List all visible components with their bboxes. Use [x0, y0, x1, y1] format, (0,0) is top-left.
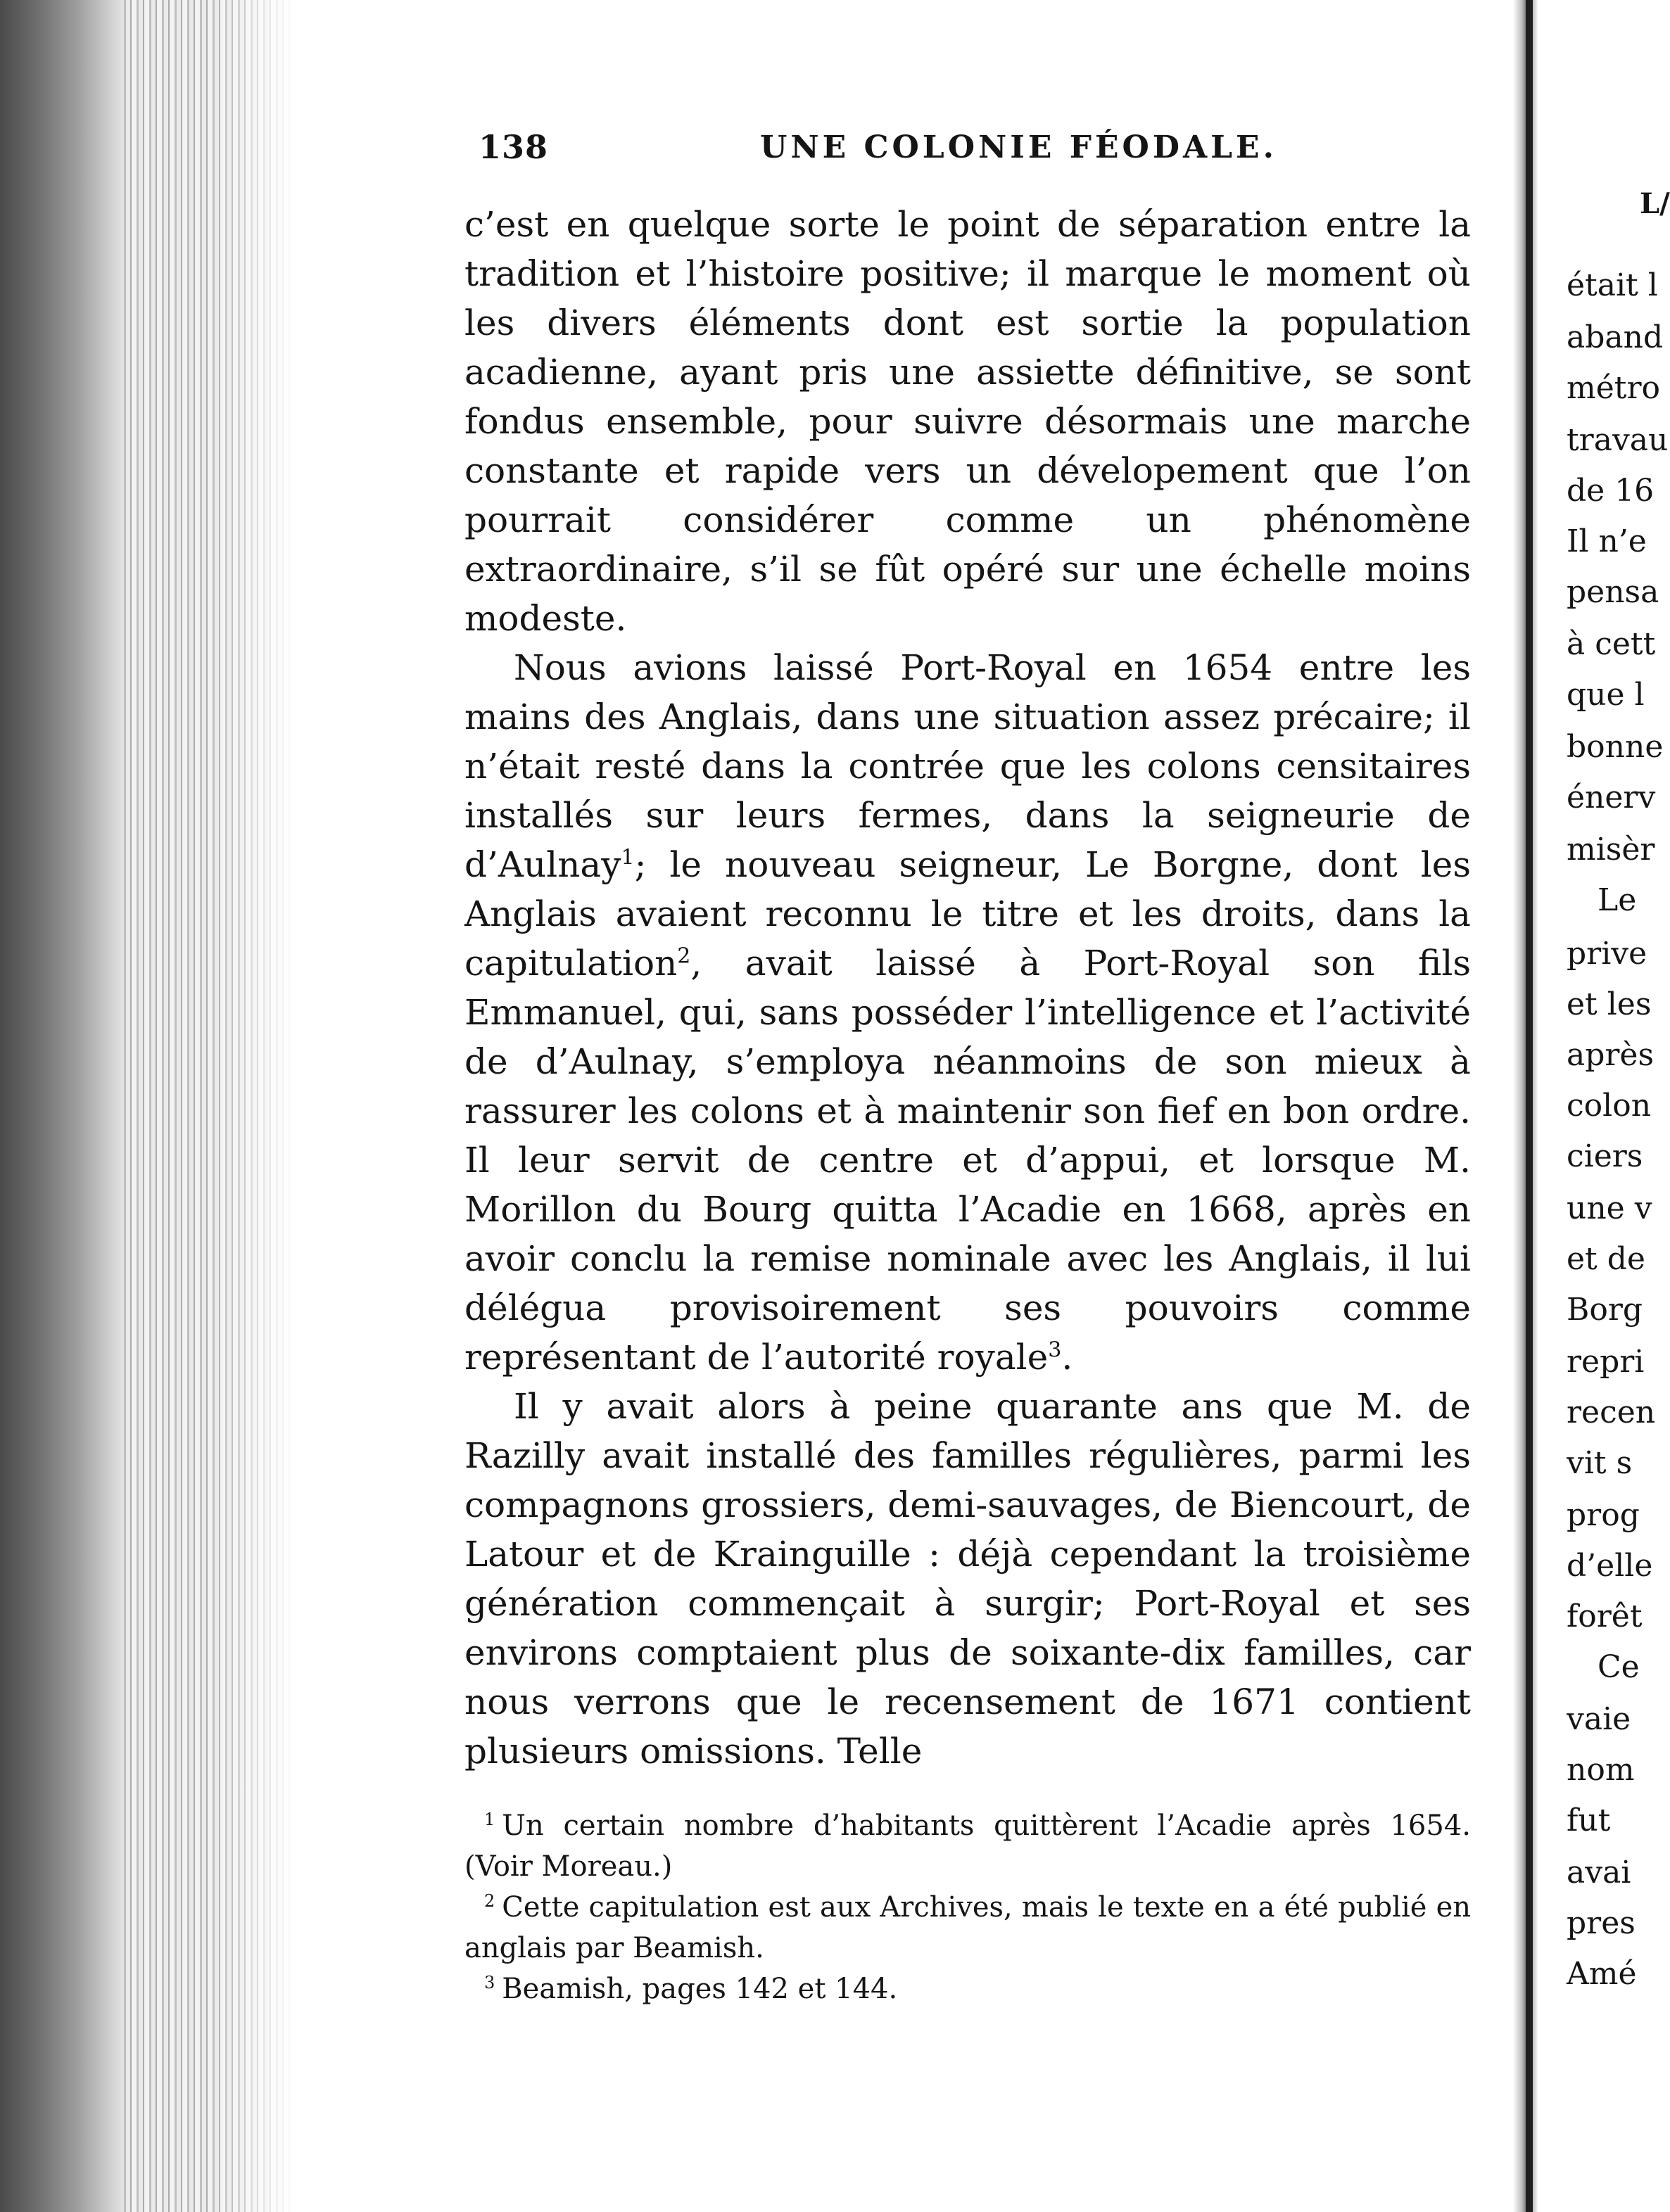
paragraph-text: , avait laissé à Port-Royal son fils Emmanuel, qui, sans posséder l’intelligence et l’activité de d’Aulnay, s’employa néanmoins de son mieux à rassurer les colons et à maintenir son fief en bon ordre. Il leur servit de centre et d’appui, et lorsque M. Morillon du Bourg quitta l’Acadie en 1668, après en avoir conclu la remise nominale avec les Anglais, il lui délégua provisoirement ses pouvoirs comme représentant de l’autorité royale: [464, 943, 1471, 1378]
page-edge-fade: [211, 0, 296, 2212]
footnote-2: [464, 1887, 1471, 1969]
right-page-line: Il n’e: [1567, 523, 1647, 559]
right-page-line: travau: [1567, 422, 1669, 458]
paragraph-text: c’est en quelque sorte le point de séparation entre la tradition et l’histoire positive; il marque le moment où les divers éléments dont est sortie la population acadienne, ayant pris une assiette définitive, se sont fondus ensemble, pour suivre désormais une marche constante et rapide vers un dévelopement que l’on pourrait considérer comme un phénomène extraordinaire, s’il se fût opéré sur une échelle moins modeste.: [464, 204, 1471, 639]
right-page-line: vaie: [1567, 1701, 1631, 1737]
right-page-line: ciers: [1567, 1138, 1643, 1174]
paragraph-2: [464, 643, 1471, 1382]
right-page-line: était l: [1567, 267, 1658, 303]
running-head: [464, 120, 1471, 183]
right-page-line: Amé: [1567, 1956, 1637, 1992]
footnote-mark: 3: [484, 1972, 495, 1992]
right-page-line: avai: [1567, 1855, 1631, 1890]
paragraph-text: ; le nouveau seigneur, Le Borgne, dont les Anglais avaient reconnu le titre et les droits, dans la capitulation: [464, 844, 1471, 984]
right-page-line: vit s: [1567, 1445, 1633, 1481]
right-page-line: pensa: [1567, 574, 1659, 610]
right-page-fragment: [1548, 0, 1670, 2212]
footnote-mark: 1: [484, 1809, 495, 1829]
right-page-line: et les: [1567, 986, 1652, 1022]
footnote-ref: 2: [677, 943, 691, 969]
footnote-ref: 3: [1048, 1337, 1062, 1363]
footnote-text: Beamish, pages 142 et 144.: [502, 1973, 898, 2005]
right-page-line: bonne: [1567, 729, 1664, 765]
right-page-line: après: [1567, 1037, 1655, 1073]
body-text: [464, 200, 1471, 1776]
right-page-line: prive: [1567, 936, 1647, 972]
right-page-line: Le: [1598, 882, 1637, 918]
running-title: UNE COLONIE FÉODALE.: [760, 129, 1277, 165]
right-page-line: pres: [1567, 1905, 1636, 1941]
paragraph-3: [464, 1382, 1471, 1776]
right-page-line: une v: [1567, 1190, 1652, 1226]
footnote-1: [464, 1805, 1471, 1887]
right-page-line: prog: [1567, 1497, 1640, 1533]
paragraph-text: Nous avions laissé Port-Royal en 1654 entre les mains des Anglais, dans une situation assez précaire; il n’était resté dans la contrée que les colons censitaires installés sur leurs fermes, dans la seigneurie de d’Aulnay: [464, 647, 1471, 885]
paragraph-text: Il y avait alors à peine quarante ans que M. de Razilly avait installé des familles régulières, parmi les compagnons grossiers, demi-sauvages, de Biencourt, de Latour et de Krainguille : déjà cependant la troisième génération commençait à surgir; Port-Royal et ses environs comptaient plus de soixante-dix familles, car nous verrons que le recensement de 1671 contient plusieurs omissions. Telle: [464, 1386, 1471, 1772]
paragraph-text: .: [1061, 1337, 1073, 1378]
right-page-line: nom: [1567, 1752, 1635, 1788]
book-edge: [0, 0, 124, 2212]
right-page-line: fut: [1567, 1803, 1611, 1838]
footnote-text: Cette capitulation est aux Archives, mais le texte en a été publié en anglais par Beamish.: [464, 1891, 1471, 1964]
right-page-line: repri: [1567, 1344, 1645, 1380]
footnote-mark: 2: [484, 1890, 495, 1911]
page-number: 138: [479, 128, 549, 166]
gutter-shadow: [1526, 0, 1533, 2212]
right-page-line: énerv: [1567, 780, 1656, 815]
right-page-line: forêt: [1567, 1598, 1643, 1634]
right-page-line: colon: [1567, 1088, 1652, 1124]
right-page-line: métro: [1567, 370, 1660, 406]
right-page-line: L/: [1640, 187, 1670, 220]
right-page-line: Ce: [1598, 1649, 1640, 1685]
left-page: [464, 120, 1471, 2009]
right-page-line: de 16: [1567, 473, 1655, 509]
right-page-line: à cett: [1567, 626, 1656, 662]
paragraph-1: [464, 200, 1471, 643]
right-page-line: recen: [1567, 1394, 1656, 1430]
footnote-ref: 1: [621, 845, 635, 870]
right-page-line: misèr: [1567, 832, 1655, 867]
right-page-line: Borg: [1567, 1292, 1643, 1328]
right-page-line: d’elle: [1567, 1548, 1653, 1584]
right-page-line: aband: [1567, 319, 1664, 355]
footnotes: [464, 1805, 1471, 2009]
footnote-3: [464, 1969, 1471, 2009]
right-page-line: et de: [1567, 1241, 1645, 1277]
footnote-text: Un certain nombre d’habitants quittèrent l’Acadie après 1654. (Voir Moreau.): [464, 1810, 1471, 1883]
right-page-line: que l: [1567, 677, 1645, 713]
